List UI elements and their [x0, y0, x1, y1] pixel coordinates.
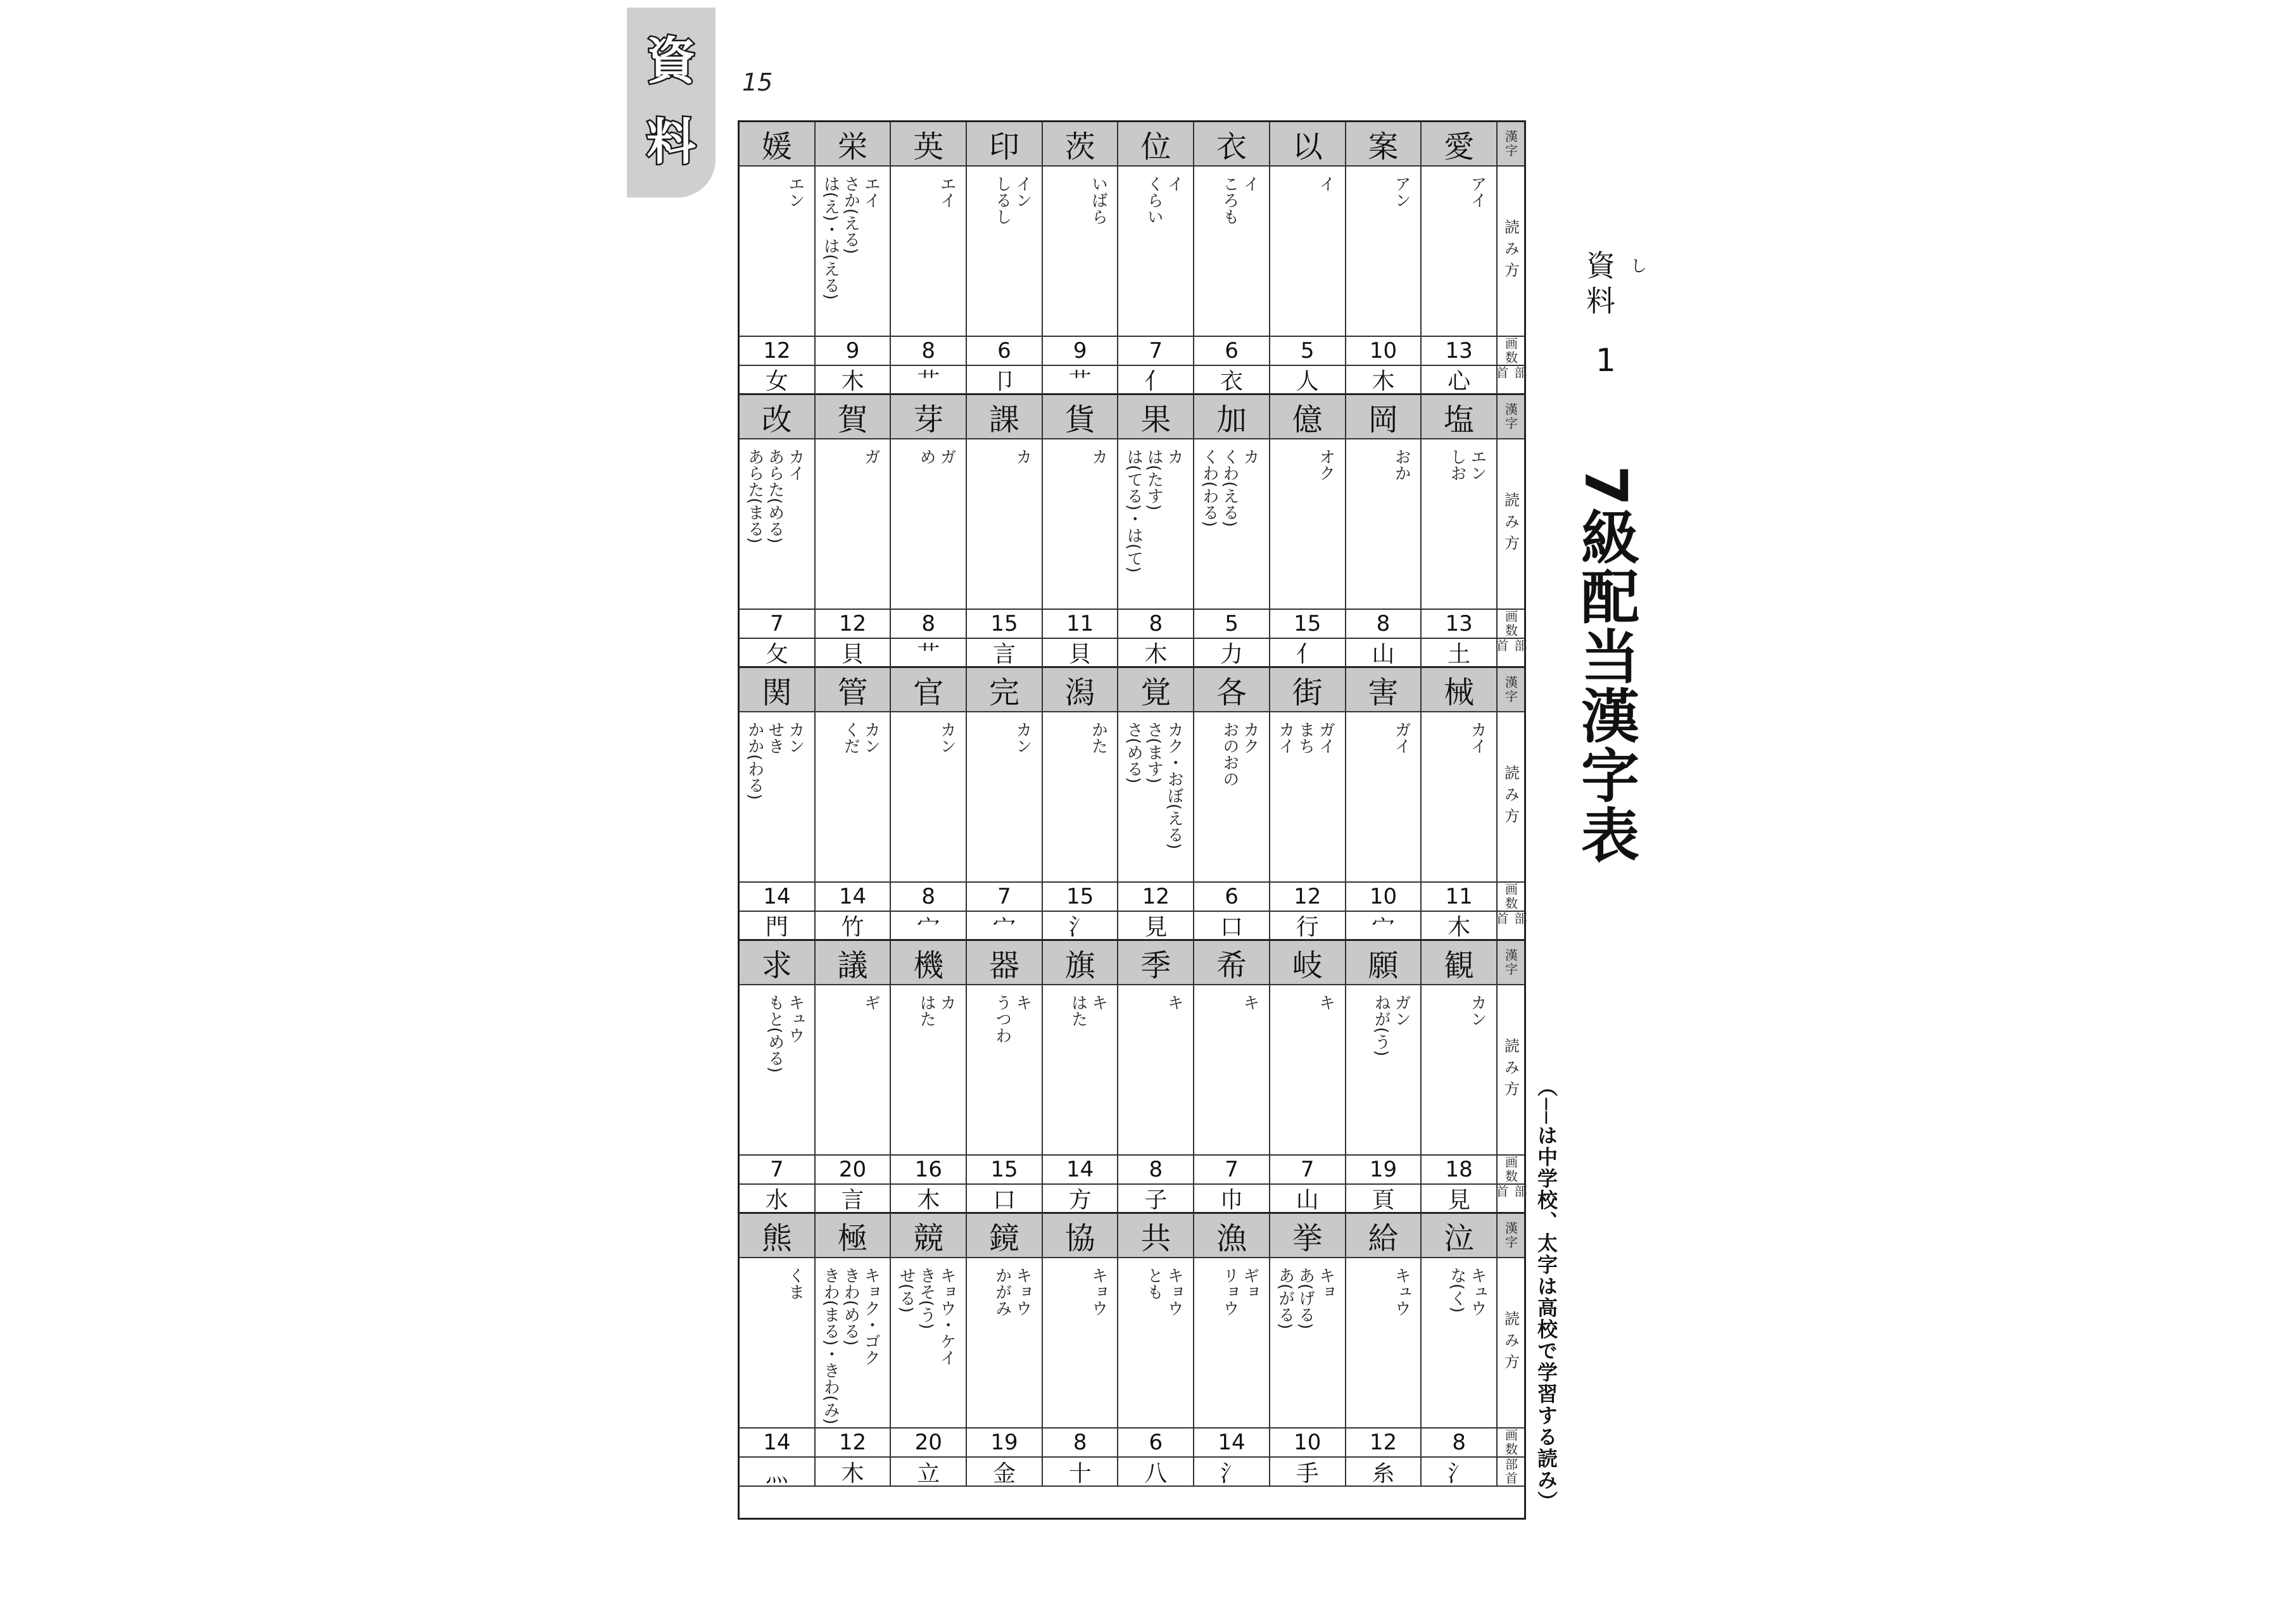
- reading-text: くま: [785, 1267, 805, 1300]
- table-reading-cell: [891, 985, 967, 1156]
- table-reading-cell: [1346, 1258, 1422, 1429]
- reading-text: キ: [1240, 994, 1259, 1011]
- table-reading-cell: [1194, 712, 1270, 883]
- reading-text: ガ: [861, 448, 881, 465]
- table-strokes-cell: 8: [1118, 610, 1194, 639]
- table-strokes-cell: 10: [1346, 337, 1422, 366]
- reading-text: カ くわ(える) くわ(わる): [1199, 448, 1259, 527]
- table-reading-cell: [1118, 712, 1194, 883]
- reading-text: キ: [1316, 994, 1335, 1011]
- table-kanji-cell: 協: [1043, 1214, 1119, 1258]
- table-reading-cell: [1118, 167, 1194, 337]
- table-strokes-cell: 12: [1346, 1429, 1422, 1458]
- section-tab: [627, 8, 716, 198]
- table-reading-cell: [816, 985, 892, 1156]
- table-reading-cell: [1422, 712, 1498, 883]
- table-kanji-cell: 案: [1346, 122, 1422, 167]
- row-label-radical: 部首: [1498, 639, 1524, 668]
- row-label-radical: 部首: [1498, 366, 1524, 395]
- table-kanji-cell: 愛: [1422, 122, 1498, 167]
- table-kanji-cell: 賀: [816, 395, 892, 439]
- table-reading-cell: [1422, 985, 1498, 1156]
- table-strokes-cell: 12: [1270, 883, 1346, 912]
- table-strokes-cell: 14: [1043, 1156, 1119, 1185]
- table-reading-cell: [1194, 439, 1270, 610]
- table-reading-cell: [1118, 985, 1194, 1156]
- table-kanji-cell: 完: [967, 668, 1043, 712]
- table-radical-cell: 山: [1346, 639, 1422, 668]
- table-strokes-cell: 8: [1346, 610, 1422, 639]
- table-reading-cell: [1346, 985, 1422, 1156]
- table-kanji-cell: 給: [1346, 1214, 1422, 1258]
- table-kanji-cell: 害: [1346, 668, 1422, 712]
- table-kanji-cell: 塩: [1422, 395, 1498, 439]
- table-kanji-cell: 極: [816, 1214, 892, 1258]
- table-radical-cell: 氵: [1043, 912, 1119, 941]
- table-reading-cell: [816, 439, 892, 610]
- table-reading-cell: [740, 1258, 816, 1429]
- table-strokes-cell: 15: [1043, 883, 1119, 912]
- table-reading-cell: [1346, 712, 1422, 883]
- row-label-kanji: 漢字: [1498, 395, 1524, 439]
- row-label-radical: 部首: [1498, 1185, 1524, 1214]
- reading-text: ガイ: [1392, 721, 1411, 754]
- table-radical-cell: 十: [1043, 1458, 1119, 1487]
- table-reading-cell: [740, 439, 816, 610]
- reading-text: カン せき かか(わる): [745, 721, 805, 800]
- table-reading-cell: [740, 712, 816, 883]
- table-strokes-cell: 19: [967, 1429, 1043, 1458]
- table-radical-cell: 土: [1422, 639, 1498, 668]
- table-kanji-cell: 器: [967, 941, 1043, 985]
- table-radical-cell: 見: [1422, 1185, 1498, 1214]
- table-kanji-cell: 械: [1422, 668, 1498, 712]
- table-reading-cell: [1270, 1258, 1346, 1429]
- table-reading-cell: [1270, 712, 1346, 883]
- row-label-kanji: 漢字: [1498, 122, 1524, 167]
- table-radical-cell: 亻: [1118, 366, 1194, 395]
- table-strokes-cell: 11: [1422, 883, 1498, 912]
- table-reading-cell: [1194, 985, 1270, 1156]
- table-reading-cell: [816, 167, 892, 337]
- reading-text: ガ め: [917, 448, 957, 465]
- table-reading-cell: [967, 167, 1043, 337]
- table-radical-cell: 艹: [891, 639, 967, 668]
- reading-text: おか: [1392, 448, 1411, 481]
- table-reading-cell: [891, 712, 967, 883]
- table-strokes-cell: 12: [816, 610, 892, 639]
- reading-text: エイ: [937, 175, 957, 208]
- table-strokes-cell: 8: [1422, 1429, 1498, 1458]
- table-radical-cell: 人: [1270, 366, 1346, 395]
- table-radical-cell: 木: [816, 1458, 892, 1487]
- table-strokes-cell: 9: [1043, 337, 1119, 366]
- table-strokes-cell: 12: [816, 1429, 892, 1458]
- table-radical-cell: 氵: [1194, 1458, 1270, 1487]
- table-reading-cell: [1118, 439, 1194, 610]
- table-radical-cell: 八: [1118, 1458, 1194, 1487]
- table-radical-cell: 糸: [1346, 1458, 1422, 1487]
- table-reading-cell: [1270, 167, 1346, 337]
- table-kanji-cell: 願: [1346, 941, 1422, 985]
- reading-text: エイ さか(える) は(え)・は(える): [821, 175, 881, 300]
- table-radical-cell: 金: [967, 1458, 1043, 1487]
- table-radical-cell: 行: [1270, 912, 1346, 941]
- table-strokes-cell: 14: [740, 1429, 816, 1458]
- table-strokes-cell: 5: [1270, 337, 1346, 366]
- table-kanji-cell: 岡: [1346, 395, 1422, 439]
- table-radical-cell: 子: [1118, 1185, 1194, 1214]
- table-kanji-cell: 関: [740, 668, 816, 712]
- table-kanji-cell: 加: [1194, 395, 1270, 439]
- table-strokes-cell: 12: [740, 337, 816, 366]
- table-kanji-cell: 衣: [1194, 122, 1270, 167]
- table-strokes-cell: 8: [1043, 1429, 1119, 1458]
- reading-text: キョウ・ケイ きそ(う) せ(る): [897, 1267, 957, 1366]
- table-kanji-cell: 貨: [1043, 395, 1119, 439]
- table-radical-cell: 艹: [891, 366, 967, 395]
- table-radical-cell: 山: [1270, 1185, 1346, 1214]
- table-radical-cell: 門: [740, 912, 816, 941]
- table-reading-cell: [967, 439, 1043, 610]
- section-tab-char: 資: [646, 33, 696, 90]
- table-reading-cell: [967, 1258, 1043, 1429]
- table-radical-cell: 貝: [816, 639, 892, 668]
- table-kanji-cell: 芽: [891, 395, 967, 439]
- table-reading-cell: [1346, 439, 1422, 610]
- row-label-radical: 部首: [1498, 1458, 1524, 1487]
- table-strokes-cell: 18: [1422, 1156, 1498, 1185]
- reading-text: アイ: [1467, 175, 1487, 208]
- reading-text: ギ: [861, 994, 881, 1011]
- page-title: 7級配当漢字表: [1572, 465, 1639, 865]
- table-strokes-cell: 19: [1346, 1156, 1422, 1185]
- table-strokes-cell: 14: [1194, 1429, 1270, 1458]
- table-strokes-cell: 20: [816, 1156, 892, 1185]
- table-kanji-cell: 課: [967, 395, 1043, 439]
- table-strokes-cell: 14: [740, 883, 816, 912]
- table-reading-cell: [891, 439, 967, 610]
- reading-text: エン しお: [1447, 448, 1487, 481]
- row-label-reading: 読み方: [1498, 712, 1524, 883]
- row-label-kanji: 漢字: [1498, 1214, 1524, 1258]
- page-number: 15: [742, 68, 773, 96]
- row-label-reading: 読み方: [1498, 167, 1524, 337]
- table-radical-cell: 力: [1194, 639, 1270, 668]
- reading-text: カン くだ: [841, 721, 881, 754]
- table-radical-cell: 卩: [967, 366, 1043, 395]
- table-radical-cell: 水: [740, 1185, 816, 1214]
- reading-text: キュウ な(く): [1447, 1267, 1487, 1316]
- table-reading-cell: [816, 1258, 892, 1429]
- reading-text: キュウ: [1392, 1267, 1411, 1316]
- table-kanji-cell: 競: [891, 1214, 967, 1258]
- table-strokes-cell: 6: [1118, 1429, 1194, 1458]
- table-kanji-cell: 鏡: [967, 1214, 1043, 1258]
- row-label-kanji: 漢字: [1498, 668, 1524, 712]
- table-radical-cell: 宀: [967, 912, 1043, 941]
- table-kanji-cell: 求: [740, 941, 816, 985]
- table-strokes-cell: 7: [967, 883, 1043, 912]
- reading-text: キ はた: [1068, 994, 1108, 1027]
- table-radical-cell: 方: [1043, 1185, 1119, 1214]
- kanji-table: [738, 120, 1526, 1520]
- table-radical-cell: 衣: [1194, 366, 1270, 395]
- table-strokes-cell: 6: [967, 337, 1043, 366]
- table-reading-cell: [1270, 439, 1346, 610]
- table-strokes-cell: 7: [1270, 1156, 1346, 1185]
- table-kanji-cell: 以: [1270, 122, 1346, 167]
- reading-text: カイ: [1467, 721, 1487, 754]
- row-label-strokes: 画数: [1498, 1156, 1524, 1185]
- table-radical-cell: 口: [967, 1185, 1043, 1214]
- table-radical-cell: 女: [740, 366, 816, 395]
- table-kanji-cell: 議: [816, 941, 892, 985]
- table-reading-cell: [740, 985, 816, 1156]
- table-kanji-cell: 潟: [1043, 668, 1119, 712]
- table-strokes-cell: 16: [891, 1156, 967, 1185]
- reading-text: キョ あ(げる) あ(がる): [1275, 1267, 1335, 1330]
- table-radical-cell: 攵: [740, 639, 816, 668]
- table-strokes-cell: 7: [740, 610, 816, 639]
- table-radical-cell: 宀: [891, 912, 967, 941]
- reading-text: カ は(たす) は(てる)・は(て): [1124, 448, 1184, 573]
- row-label-strokes: 画数: [1498, 337, 1524, 366]
- table-kanji-cell: 機: [891, 941, 967, 985]
- table-kanji-cell: 官: [891, 668, 967, 712]
- reading-text: キョウ とも: [1144, 1267, 1184, 1316]
- table-kanji-cell: 茨: [1043, 122, 1119, 167]
- reading-text: イ: [1316, 175, 1335, 192]
- row-label-reading: 読み方: [1498, 439, 1524, 610]
- table-radical-cell: 言: [967, 639, 1043, 668]
- reading-text: イ くらい: [1144, 175, 1184, 225]
- table-kanji-cell: 泣: [1422, 1214, 1498, 1258]
- reading-text: アン: [1392, 175, 1411, 208]
- table-kanji-cell: 熊: [740, 1214, 816, 1258]
- table-strokes-cell: 13: [1422, 610, 1498, 639]
- reading-text: キ: [1164, 994, 1184, 1011]
- table-strokes-cell: 12: [1118, 883, 1194, 912]
- table-strokes-cell: 15: [1270, 610, 1346, 639]
- table-kanji-cell: 管: [816, 668, 892, 712]
- table-kanji-cell: 各: [1194, 668, 1270, 712]
- table-kanji-cell: 旗: [1043, 941, 1119, 985]
- table-radical-cell: 貝: [1043, 639, 1119, 668]
- table-radical-cell: 氵: [1422, 1458, 1498, 1487]
- table-reading-cell: [1118, 1258, 1194, 1429]
- table-radical-cell: 木: [891, 1185, 967, 1214]
- reading-text: イン しるし: [992, 175, 1032, 225]
- table-reading-cell: [891, 1258, 967, 1429]
- reading-text: オク: [1316, 448, 1335, 481]
- table-kanji-cell: 位: [1118, 122, 1194, 167]
- table-strokes-cell: 5: [1194, 610, 1270, 639]
- row-label-strokes: 画数: [1498, 610, 1524, 639]
- table-strokes-cell: 7: [740, 1156, 816, 1185]
- row-label-strokes: 画数: [1498, 1429, 1524, 1458]
- table-reading-cell: [1346, 167, 1422, 337]
- table-kanji-cell: 漁: [1194, 1214, 1270, 1258]
- reading-text: カ はた: [917, 994, 957, 1027]
- table-radical-cell: 竹: [816, 912, 892, 941]
- reading-text: カク・おぼ(える) さ(ます) さ(める): [1124, 721, 1184, 850]
- table-radical-cell: 木: [1346, 366, 1422, 395]
- table-strokes-cell: 8: [1118, 1156, 1194, 1185]
- table-kanji-cell: 改: [740, 395, 816, 439]
- table-strokes-cell: 20: [891, 1429, 967, 1458]
- reading-text: キュウ もと(める): [765, 994, 805, 1073]
- table-kanji-cell: 希: [1194, 941, 1270, 985]
- reading-text: キョク・ゴク きわ(める) きわ(まる)・きわ(み): [821, 1267, 881, 1425]
- table-kanji-cell: 街: [1270, 668, 1346, 712]
- table-strokes-cell: 10: [1270, 1429, 1346, 1458]
- table-kanji-cell: 億: [1270, 395, 1346, 439]
- table-reading-cell: [1043, 439, 1119, 610]
- reading-text: キ うつわ: [992, 994, 1032, 1044]
- table-kanji-cell: 英: [891, 122, 967, 167]
- table-strokes-cell: 9: [816, 337, 892, 366]
- reading-text: カン: [937, 721, 957, 754]
- reading-text: カイ あらた(める) あらた(まる): [745, 448, 805, 544]
- table-reading-cell: [1422, 167, 1498, 337]
- legend-note: （──は中学校、太字は高校で学習する読み）: [1534, 1076, 1558, 1513]
- heading-number: 1: [1596, 342, 1616, 379]
- table-reading-cell: [1194, 1258, 1270, 1429]
- table-radical-cell: 灬: [740, 1458, 816, 1487]
- table-reading-cell: [967, 985, 1043, 1156]
- table-kanji-cell: 挙: [1270, 1214, 1346, 1258]
- table-reading-cell: [1422, 439, 1498, 610]
- table-strokes-cell: 11: [1043, 610, 1119, 639]
- table-radical-cell: 見: [1118, 912, 1194, 941]
- table-kanji-cell: 印: [967, 122, 1043, 167]
- row-label-radical: 部首: [1498, 912, 1524, 941]
- table-reading-cell: [816, 712, 892, 883]
- table-reading-cell: [1043, 985, 1119, 1156]
- table-reading-cell: [1043, 712, 1119, 883]
- table-strokes-cell: 15: [967, 610, 1043, 639]
- heading-ruby: し: [1631, 257, 1648, 276]
- table-radical-cell: 言: [816, 1185, 892, 1214]
- table-kanji-cell: 果: [1118, 395, 1194, 439]
- table-reading-cell: [1043, 1258, 1119, 1429]
- reading-text: カク おのおの: [1220, 721, 1259, 787]
- reading-text: かた: [1088, 721, 1108, 754]
- reading-text: ガン ねが(う): [1372, 994, 1411, 1057]
- table-radical-cell: 木: [1422, 912, 1498, 941]
- reading-text: イ ころも: [1220, 175, 1259, 225]
- table-radical-cell: 木: [1118, 639, 1194, 668]
- table-radical-cell: 心: [1422, 366, 1498, 395]
- table-radical-cell: 口: [1194, 912, 1270, 941]
- reading-text: カ: [1012, 448, 1032, 465]
- table-strokes-cell: 14: [816, 883, 892, 912]
- document-heading: 資料: [1582, 250, 1616, 321]
- table-kanji-cell: 観: [1422, 941, 1498, 985]
- table-strokes-cell: 6: [1194, 883, 1270, 912]
- reading-text: キョウ: [1088, 1267, 1108, 1316]
- row-label-reading: 読み方: [1498, 985, 1524, 1156]
- table-kanji-cell: 岐: [1270, 941, 1346, 985]
- row-label-reading: 読み方: [1498, 1258, 1524, 1429]
- section-tab-char: 料: [646, 114, 696, 171]
- table-strokes-cell: 10: [1346, 883, 1422, 912]
- reading-text: カン: [1012, 721, 1032, 754]
- reading-text: エン: [785, 175, 805, 208]
- table-strokes-cell: 8: [891, 337, 967, 366]
- table-reading-cell: [1270, 985, 1346, 1156]
- table-radical-cell: 亻: [1270, 639, 1346, 668]
- table-reading-cell: [891, 167, 967, 337]
- table-radical-cell: 手: [1270, 1458, 1346, 1487]
- reading-text: カン: [1467, 994, 1487, 1027]
- table-reading-cell: [1043, 167, 1119, 337]
- table-radical-cell: 立: [891, 1458, 967, 1487]
- table-strokes-cell: 8: [891, 610, 967, 639]
- table-kanji-cell: 覚: [1118, 668, 1194, 712]
- table-reading-cell: [1422, 1258, 1498, 1429]
- table-radical-cell: 宀: [1346, 912, 1422, 941]
- table-radical-cell: 艹: [1043, 366, 1119, 395]
- table-reading-cell: [740, 167, 816, 337]
- reading-text: ガイ まち カイ: [1275, 721, 1335, 754]
- table-kanji-cell: 媛: [740, 122, 816, 167]
- table-strokes-cell: 15: [967, 1156, 1043, 1185]
- table-reading-cell: [967, 712, 1043, 883]
- reading-text: ギョ リョウ: [1220, 1267, 1259, 1316]
- table-kanji-cell: 栄: [816, 122, 892, 167]
- row-label-kanji: 漢字: [1498, 941, 1524, 985]
- table-strokes-cell: 13: [1422, 337, 1498, 366]
- table-strokes-cell: 7: [1194, 1156, 1270, 1185]
- table-kanji-cell: 季: [1118, 941, 1194, 985]
- table-strokes-cell: 7: [1118, 337, 1194, 366]
- table-radical-cell: 木: [816, 366, 892, 395]
- reading-text: キョウ かがみ: [992, 1267, 1032, 1316]
- table-strokes-cell: 6: [1194, 337, 1270, 366]
- row-label-strokes: 画数: [1498, 883, 1524, 912]
- reading-text: いばら: [1088, 175, 1108, 225]
- table-kanji-cell: 共: [1118, 1214, 1194, 1258]
- table-radical-cell: 頁: [1346, 1185, 1422, 1214]
- reading-text: カ: [1088, 448, 1108, 465]
- table-strokes-cell: 8: [891, 883, 967, 912]
- table-radical-cell: 巾: [1194, 1185, 1270, 1214]
- table-reading-cell: [1194, 167, 1270, 337]
